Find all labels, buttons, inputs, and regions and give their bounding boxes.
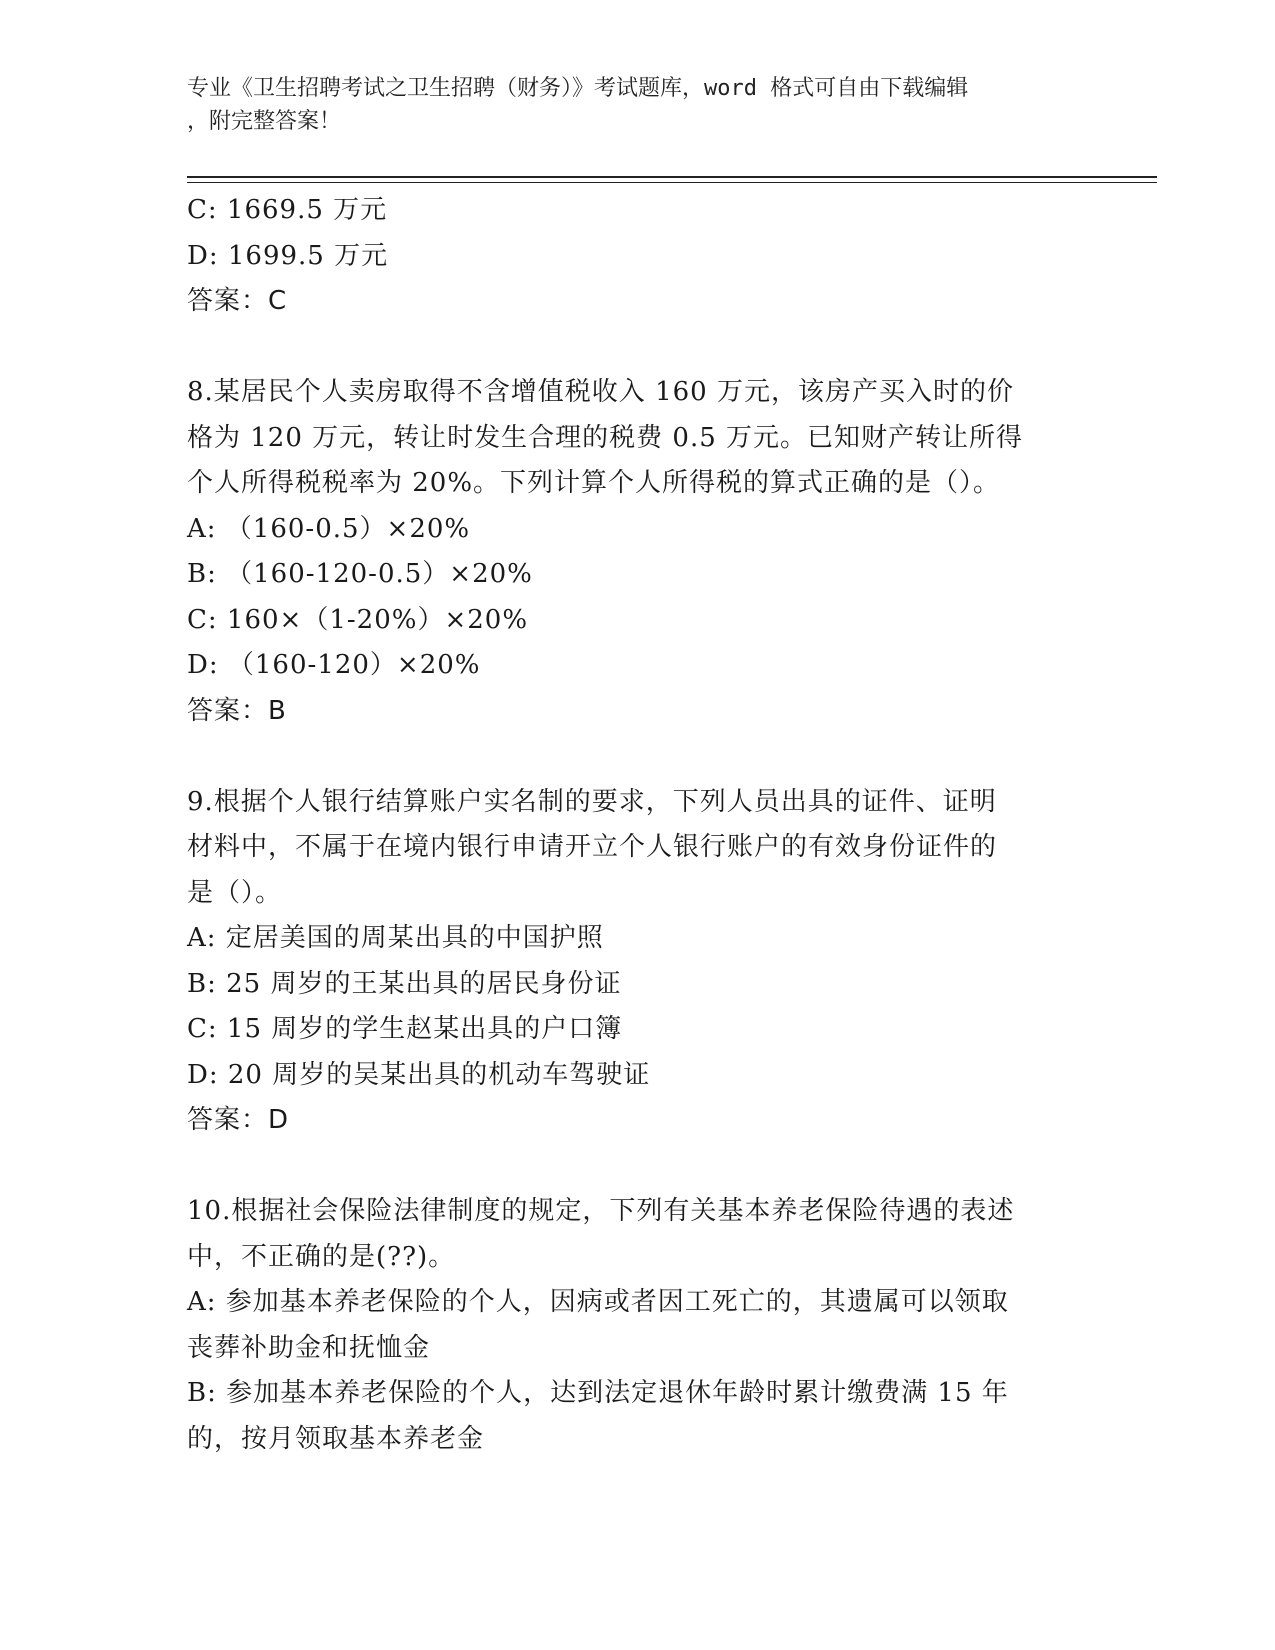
question-8-option-b: B: （160-120-0.5）×20% <box>187 559 533 589</box>
question-8-stem-line: 8.某居民个人卖房取得不含增值税收入 160 万元，该房产买入时的价 <box>187 377 1014 407</box>
question-9-option-b: B: 25 周岁的王某出具的居民身份证 <box>187 968 622 999</box>
spacer <box>187 325 1087 371</box>
question-9-stem-line: 9.根据个人银行结算账户实名制的要求，下列人员出具的证件、证明 <box>187 786 997 817</box>
spacer <box>187 1144 1087 1190</box>
spacer <box>187 734 1087 780</box>
question-content <box>187 188 1087 1462</box>
question-8-answer: 答案：B <box>187 695 287 726</box>
header-divider-thick <box>187 176 1157 178</box>
header-line-2: ，附完整答案！ <box>187 109 342 134</box>
question-8-option-d: D: （160-120）×20% <box>187 650 481 680</box>
prev-answer: 答案：C <box>187 286 288 316</box>
question-10-option-b: B: 参加基本养老保险的个人，达到法定退休年龄时累计缴费满 15 年 <box>187 1378 1009 1408</box>
question-10-option-a: A: 参加基本养老保险的个人，因病或者因工死亡的，其遗属可以领取 <box>187 1287 1009 1317</box>
question-8 <box>187 370 1087 734</box>
page-header <box>187 72 1087 138</box>
header-line-1: 专业《卫生招聘考试之卫生招聘（财务）》考试题库，word 格式可自由下载编辑 <box>187 76 969 101</box>
question-9-option-c: C: 15 周岁的学生赵某出具的户口簿 <box>187 1014 623 1044</box>
question-8-stem-line: 个人所得税税率为 20%。下列计算个人所得税的算式正确的是（）。 <box>187 468 1001 498</box>
question-10-stem-line: 10.根据社会保险法律制度的规定，下列有关基本养老保险待遇的表述 <box>187 1196 1015 1226</box>
question-8-option-a: A: （160-0.5）×20% <box>187 513 471 544</box>
question-9-stem-line: 是（）。 <box>187 877 283 908</box>
question-9 <box>187 780 1087 1144</box>
question-10-option-b-cont: 的，按月领取基本养老金 <box>187 1423 485 1454</box>
question-9-option-a: A: 定居美国的周某出具的中国护照 <box>187 923 604 953</box>
question-9-option-d: D: 20 周岁的吴某出具的机动车驾驶证 <box>187 1059 651 1090</box>
question-10 <box>187 1189 1087 1462</box>
question-10-stem-line: 中，不正确的是(??)。 <box>187 1241 456 1272</box>
question-9-answer: 答案：D <box>187 1105 290 1135</box>
prev-option-c: C: 1669.5 万元 <box>187 195 388 225</box>
question-8-stem-line: 格为 120 万元，转让时发生合理的税费 0.5 万元。已知财产转让所得 <box>187 422 1024 453</box>
question-8-option-c: C: 160×（1-20%）×20% <box>187 604 529 635</box>
header-divider-thin <box>187 182 1157 183</box>
question-9-stem-line: 材料中，不属于在境内银行申请开立个人银行账户的有效身份证件的 <box>187 832 998 862</box>
question-10-option-a-cont: 丧葬补助金和抚恤金 <box>187 1332 431 1363</box>
prev-option-d: D: 1699.5 万元 <box>187 240 389 271</box>
